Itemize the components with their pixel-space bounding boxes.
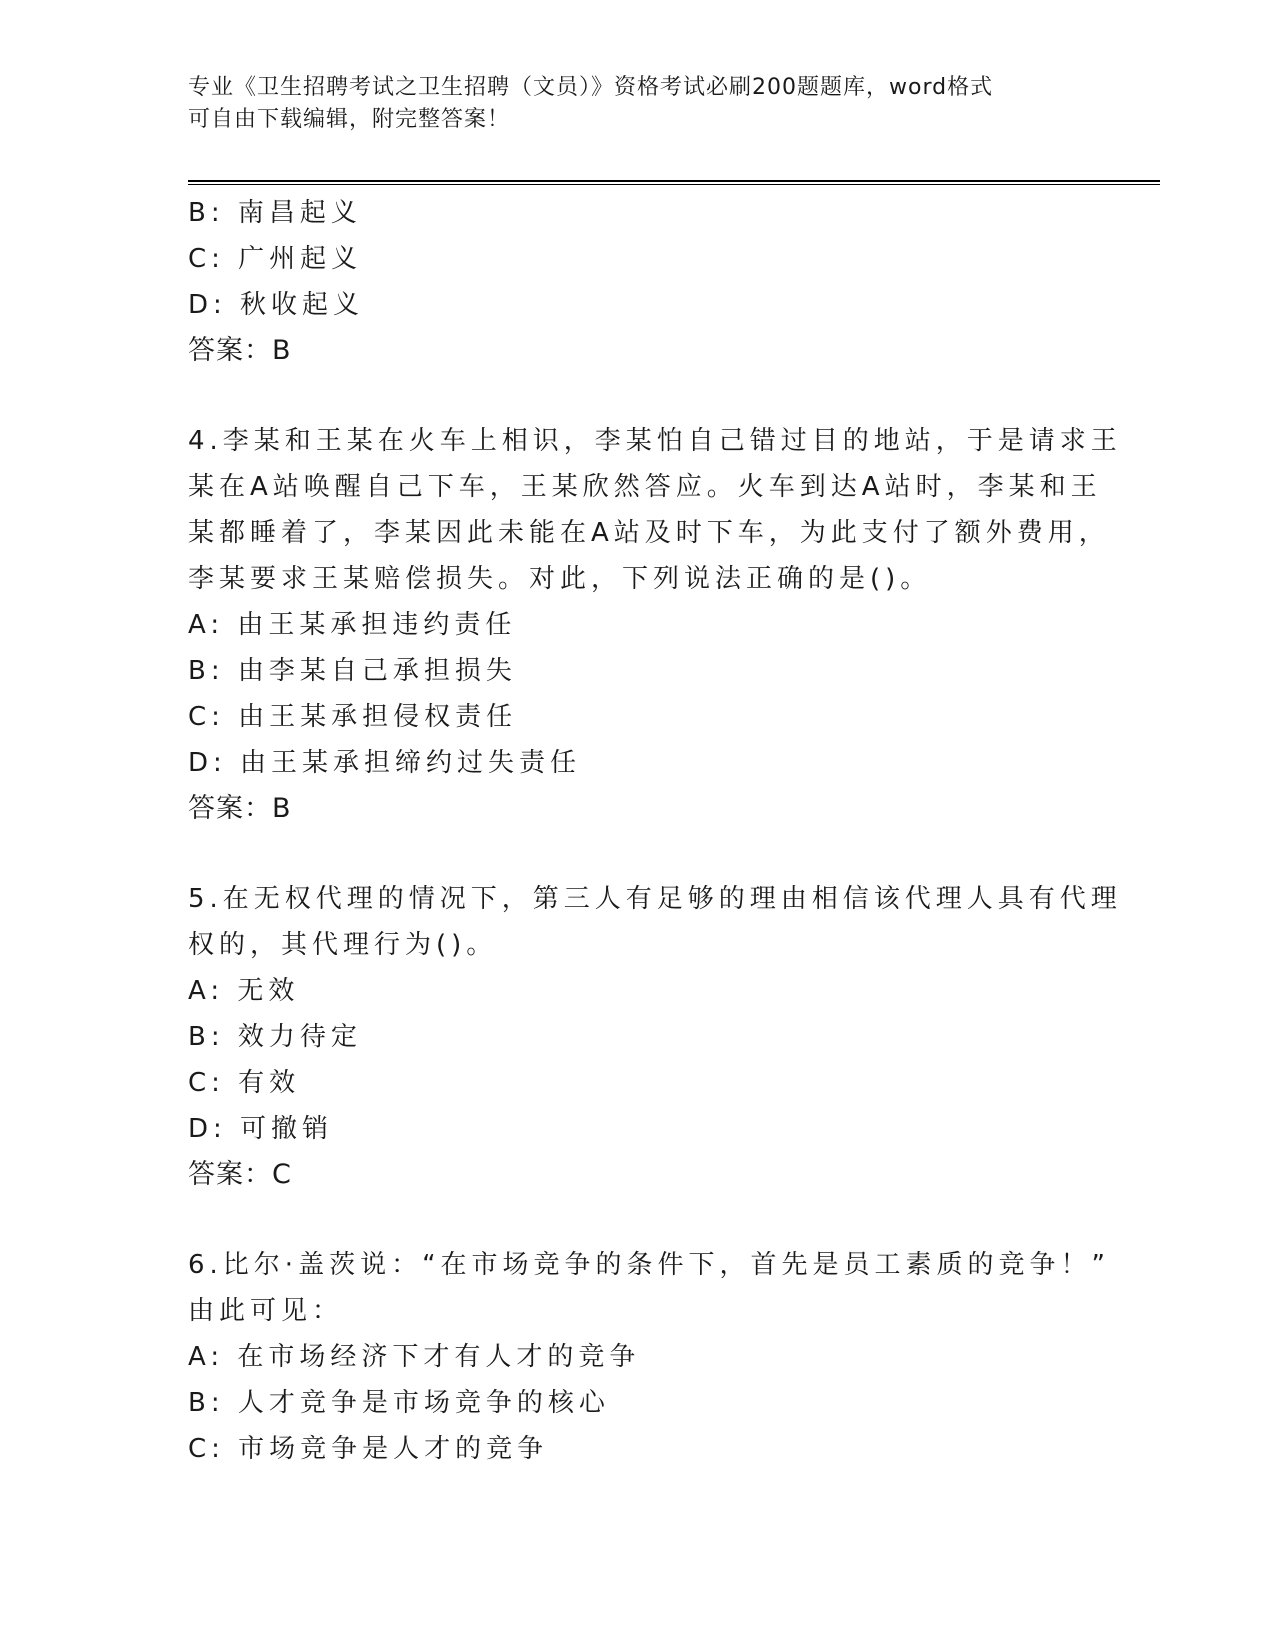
question-6-block	[188, 1242, 1111, 1472]
question-stem-line: 由此可见：	[188, 1296, 344, 1326]
question-stem-line: 6.比尔·盖茨说：“在市场竞争的条件下，首先是员工素质的竞争！”	[188, 1250, 1111, 1280]
question-stem-line: 某都睡着了，李某因此未能在A站及时下车，为此支付了额外费用，	[188, 518, 1110, 548]
option-b: B: 效力待定	[188, 1022, 362, 1052]
option-c: C: 有效	[188, 1068, 301, 1098]
answer: 答案：C	[188, 1159, 292, 1190]
header-title-line-2: 可自由下载编辑，附完整答案！	[188, 107, 511, 132]
question-stem-line: 5.在无权代理的情况下，第三人有足够的理由相信该代理人具有代理	[188, 884, 1122, 914]
option-a: A: 无效	[188, 976, 300, 1006]
option-d: D: 秋收起义	[188, 290, 365, 320]
option-b: B: 南昌起义	[188, 198, 362, 228]
option-c: C: 市场竞争是人才的竞争	[188, 1434, 549, 1464]
answer: 答案：B	[188, 335, 292, 366]
option-c: C: 广州起义	[188, 244, 363, 274]
header-rule-thin	[188, 184, 1160, 185]
question-stem-line: 李某要求王某赔偿损失。对此，下列说法正确的是()。	[188, 564, 932, 594]
question-3-block	[188, 190, 1088, 374]
option-d: D: 可撤销	[188, 1114, 334, 1144]
question-content	[188, 190, 1122, 1472]
header-title-line-1: 专业《卫生招聘考试之卫生招聘（文员）》资格考试必刷200题题库，word格式	[188, 75, 994, 100]
answer: 答案：B	[188, 793, 292, 824]
option-d: D: 由王某承担缔约过失责任	[188, 748, 582, 778]
header-rule-thick	[188, 180, 1160, 182]
question-4-block	[188, 418, 1122, 832]
option-c: C: 由王某承担侵权责任	[188, 702, 518, 732]
document-header	[188, 72, 1068, 136]
question-stem-line: 权的，其代理行为()。	[188, 930, 498, 960]
question-stem-line: 某在A站唤醒自己下车，王某欣然答应。火车到达A站时，李某和王	[188, 472, 1102, 502]
option-b: B: 人才竞争是市场竞争的核心	[188, 1388, 610, 1418]
option-b: B: 由李某自己承担损失	[188, 656, 517, 686]
question-5-block	[188, 876, 1122, 1198]
question-stem-line: 4.李某和王某在火车上相识，李某怕自己错过目的地站，于是请求王	[188, 426, 1122, 456]
option-a: A: 在市场经济下才有人才的竞争	[188, 1342, 641, 1372]
option-a: A: 由王某承担违约责任	[188, 610, 517, 640]
